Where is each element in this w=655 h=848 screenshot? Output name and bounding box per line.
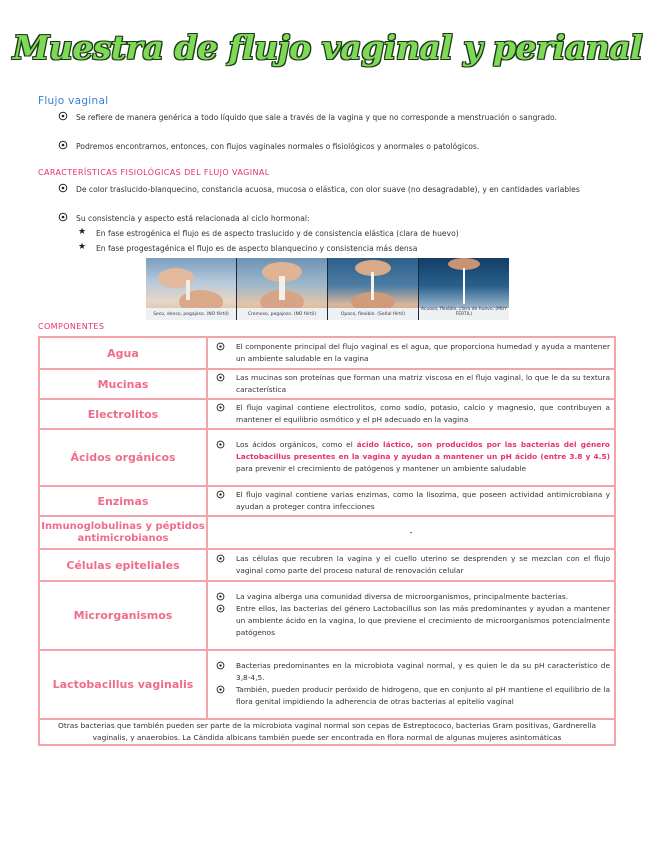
component-desc: La vagina alberga una comunidad diversa de microorganismos, principalmente bacterias. (236, 591, 610, 603)
table-row (39, 549, 615, 581)
components-table (38, 336, 616, 746)
component-desc: El flujo vaginal contiene electrolitos, como sodio, potasio, calcio y magnesio, que contribuyen a mantener el equilibrio osmótico y el pH adecuado en la vagina (236, 402, 610, 426)
component-desc: Las mucinas son proteínas que forman una matriz viscosa en el flujo vaginal, lo que le da su textura característica (236, 372, 610, 396)
component-name: Mucinas (39, 369, 207, 399)
component-desc: El flujo vaginal contiene varias enzimas, como la lisozima, que poseen actividad antimicrobiana y ayudan a proteger contra infecciones (236, 489, 610, 513)
flower-bullet-icon (216, 661, 225, 670)
flower-bullet-icon (216, 403, 225, 412)
flower-bullet-icon (216, 440, 225, 449)
fingers-image (146, 258, 236, 320)
highlighted-text: ácido láctico, son producidos por las bacterias del género Lactobacillus presentes en la vagina y ayudan a mantener un pH ácido (entre 3.8 y 4.5) (236, 440, 610, 461)
table-row (39, 399, 615, 429)
mucus-photo-strip (146, 258, 509, 320)
photo-dry-mucus: Seco, denso, pegajoso. (NO fértil) (146, 258, 237, 320)
flower-bullet-icon (58, 140, 68, 150)
list-item: Su consistencia y aspecto está relacionada al ciclo hormonal: (76, 212, 616, 225)
page-title: Muestra de flujo vaginal y perianal (12, 28, 643, 67)
component-name: Electrolitos (39, 399, 207, 429)
component-name: Microrganismos (39, 581, 207, 650)
table-row (39, 516, 615, 549)
fingers-image (328, 258, 418, 320)
section-heading-flujo: Flujo vaginal (38, 95, 109, 107)
component-name: Ácidos orgánicos (39, 429, 207, 486)
sub-list-item: ★ En fase progestagénica el flujo es de aspecto blanquecino y consistencia más densa (78, 242, 418, 253)
component-desc: Las células que recubren la vagina y el cuello uterino se desprenden y se mezclan con el flujo vaginal como parte del proceso natural de renovación celular (236, 553, 610, 577)
photo-creamy-mucus: Cremoso, pegajoso. (NO fértil) (237, 258, 328, 320)
component-name: Células epiteliales (39, 549, 207, 581)
table-row (39, 369, 615, 399)
component-desc: Bacterias predominantes en la microbiota vaginal normal, y es quien le da su pH característico de 3,8-4,5. (236, 660, 610, 684)
list-item: De color traslucido-blanquecino, constancia acuosa, mucosa o elástica, con olor suave (no desagradable), y en cantidades variables (76, 183, 616, 196)
star-bullet-icon: ★ (78, 242, 87, 252)
flower-bullet-icon (216, 373, 225, 382)
component-name: Enzimas (39, 486, 207, 516)
fingers-image (237, 258, 327, 320)
list-item: Se refiere de manera genérica a todo líquido que sale a través de la vagina y que no corresponde a menstruación o sangrado. (76, 111, 616, 124)
table-row (39, 650, 615, 719)
table-row (39, 486, 615, 516)
flower-bullet-icon (216, 604, 225, 613)
sub-list-item: ★ En fase estrogénica el flujo es de aspecto traslucido y de consistencia elástica (clara de huevo) (78, 227, 459, 238)
flower-bullet-icon (216, 490, 225, 499)
flower-bullet-icon (58, 212, 68, 222)
section-heading-componentes: COMPONENTES (38, 322, 105, 331)
flower-bullet-icon (58, 111, 68, 121)
component-desc: También, pueden producir peróxido de hidrogeno, que en conjunto al pH mantiene el equilibrio de la flora genital impidiendo la adherencia de otras bacterias al epitelio vaginal (236, 684, 610, 708)
component-name: Inmunoglobulinas y péptidos antimicrobianos (39, 516, 207, 549)
flower-bullet-icon (216, 342, 225, 351)
photo-watery-mucus: Acuoso, flexible, clara de huevo. (MUY FÉRTIL) (419, 258, 509, 320)
flower-bullet-icon (216, 685, 225, 694)
component-desc-empty: - (207, 516, 615, 549)
component-name: Agua (39, 337, 207, 369)
flower-bullet-icon (58, 183, 68, 193)
section-heading-caracteristicas: CARACTERÍSTICAS FISIOLÓGICAS DEL FLUJO VAGINAL (38, 168, 270, 177)
photo-opaque-mucus: Opaco, flexible. (Señal fértil) (328, 258, 419, 320)
component-desc: El componente principal del flujo vaginal es el agua, que proporciona humedad y ayuda a mantener un ambiente saludable en la vagina (236, 341, 610, 365)
component-desc: Entre ellos, las bacterias del género Lactobacillus son las más predominantes y ayudan a mantener un ambiente ácido en la vagina, lo que previene el crecimiento de microorganismos potencialmente patógenos (236, 603, 610, 639)
flower-bullet-icon (216, 592, 225, 601)
star-bullet-icon: ★ (78, 227, 87, 237)
component-desc: Los ácidos orgánicos, como el ácido láctico, son producidos por las bacterias del género Lactobacillus presentes en la vagina y ayudan a mantener un pH ácido (entre 3.8 y 4.5) para prevenir el crecimiento de patógenos y mantener un ambiente saludable (236, 439, 610, 475)
table-row (39, 719, 615, 745)
flower-bullet-icon (216, 554, 225, 563)
table-footer-note: Otras bacterias que también pueden ser parte de la microbiota vaginal normal son cepas de Estreptococo, bacterias Gram positivas, Gardnerella vaginalis, y anaerobios. La Cándida albicans también puede ser encontrada en flora normal de algunas mujeres asintomáticas (39, 719, 615, 745)
table-row (39, 581, 615, 650)
list-item: Podremos encontrarnos, entonces, con flujos vaginales normales o fisiológicos y anormales o patológicos. (76, 140, 616, 153)
table-row (39, 337, 615, 369)
table-row (39, 429, 615, 486)
component-name: Lactobacillus vaginalis (39, 650, 207, 719)
